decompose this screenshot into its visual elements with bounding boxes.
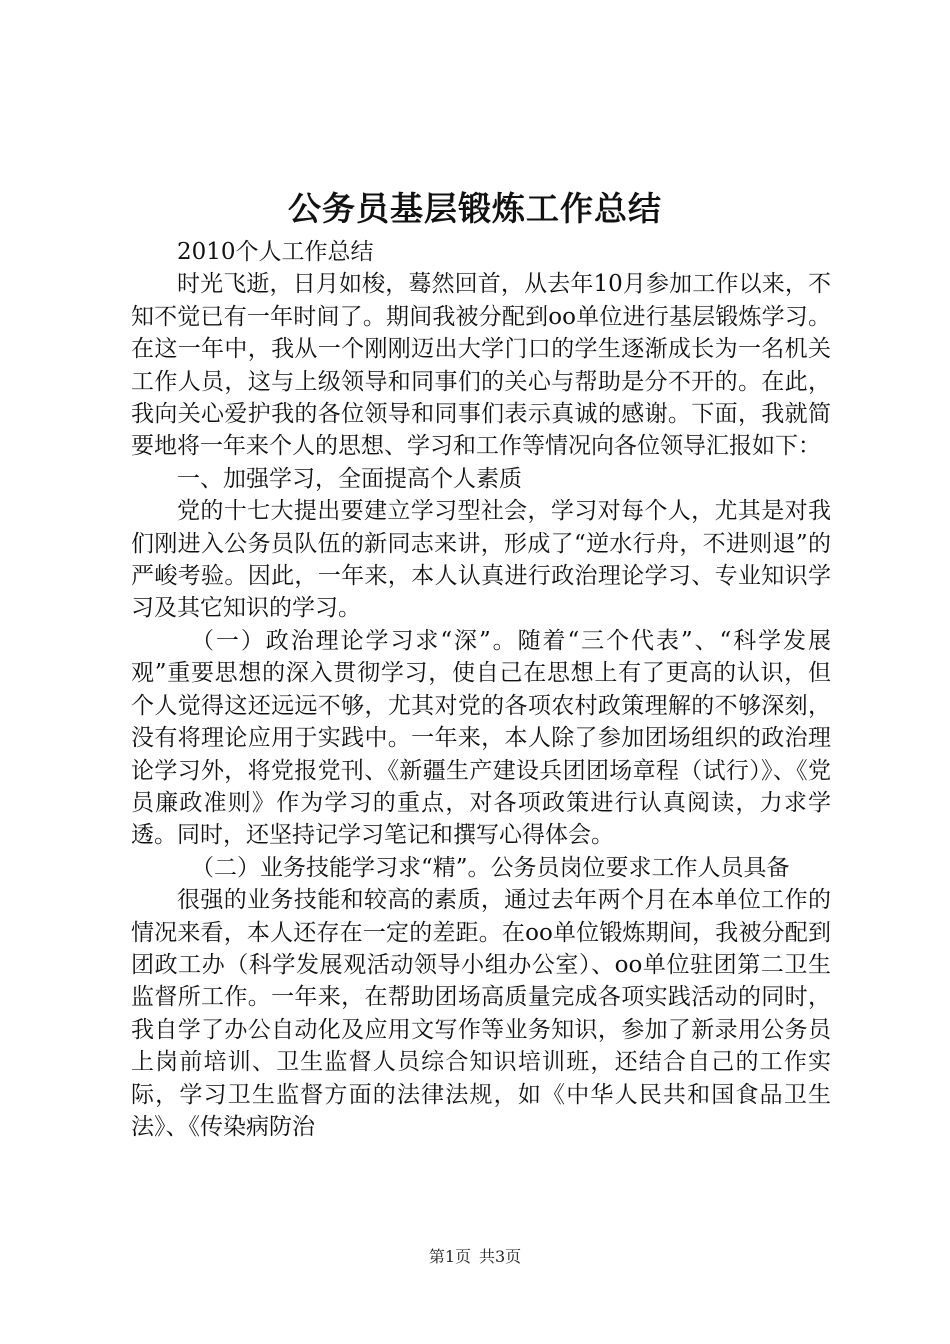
page-number: 第1页 [428,1247,471,1266]
page-total: 共3页 [479,1247,522,1266]
page-footer [0,1246,950,1268]
paragraph-business-skills-heading: （二）业务技能学习求“精”。公务员岗位要求工作人员具备 [191,854,790,881]
paragraph-introduction: 时光飞逝，日月如梭，蓦然回首，从去年10月参加工作以来，不知不觉已有一年时间了。期间我被分配到oo单位进行基层锻炼学习。在这一年中，我从一个刚刚迈出大学门口的学生逐渐成长为一名机关工作人员，这与上级领导和同事们的关心与帮助是分不开的。在此，我向关心爱护我的各位领导和同事们表示真诚的感谢。下面，我就简要地将一年来个人的思想、学习和工作等情况向各位领导汇报如下： [131,271,831,460]
section-heading-study: 一、加强学习，全面提高个人素质 [177,465,522,492]
paragraph-political-theory: （一）政治理论学习求“深”。随着“三个代表”、“科学发展观”重要思想的深入贯彻学习，使自己在思想上有了更高的认识，但个人觉得这还远远不够，尤其对党的各项农村政策理解的不够深刻，没有将理论应用于实践中。一年来，本人除了参加团场组织的政治理论学习外，将党报党刊、《新疆生产建设兵团团场章程（试行）》、《党员廉政准则》作为学习的重点，对各项政策进行认真阅读，力求学透。同时，还坚持记学习笔记和撰写心得体会。 [131,627,831,849]
paragraph-business-skills: 很强的业务技能和较高的素质，通过去年两个月在本单位工作的情况来看，本人还存在一定的差距。在oo单位锻炼期间，我被分配到团政工办（科学发展观活动领导小组办公室）、oo单位驻团第二卫生监督所工作。一年来，在帮助团场高质量完成各项实践活动的同时，我自学了办公自动化及应用文写作等业务知识，参加了新录用公务员上岗前培训、卫生监督人员综合知识培训班，还结合自己的工作实际，学习卫生监督方面的法律法规，如《中华人民共和国食品卫生法》、《传染病防治 [131,887,831,1140]
document-body [131,236,831,1143]
document-title: 公务员基层锻炼工作总结 [288,189,662,228]
paragraph-study-overview: 党的十七大提出要建立学习型社会，学习对每个人，尤其是对我们刚进入公务员队伍的新同志来讲，形成了“逆水行舟，不进则退”的严峻考验。因此，一年来，本人认真进行政治理论学习、专业知识学习及其它知识的学习。 [131,498,831,622]
paragraph-report-subtitle: 2010个人工作总结 [177,239,374,265]
